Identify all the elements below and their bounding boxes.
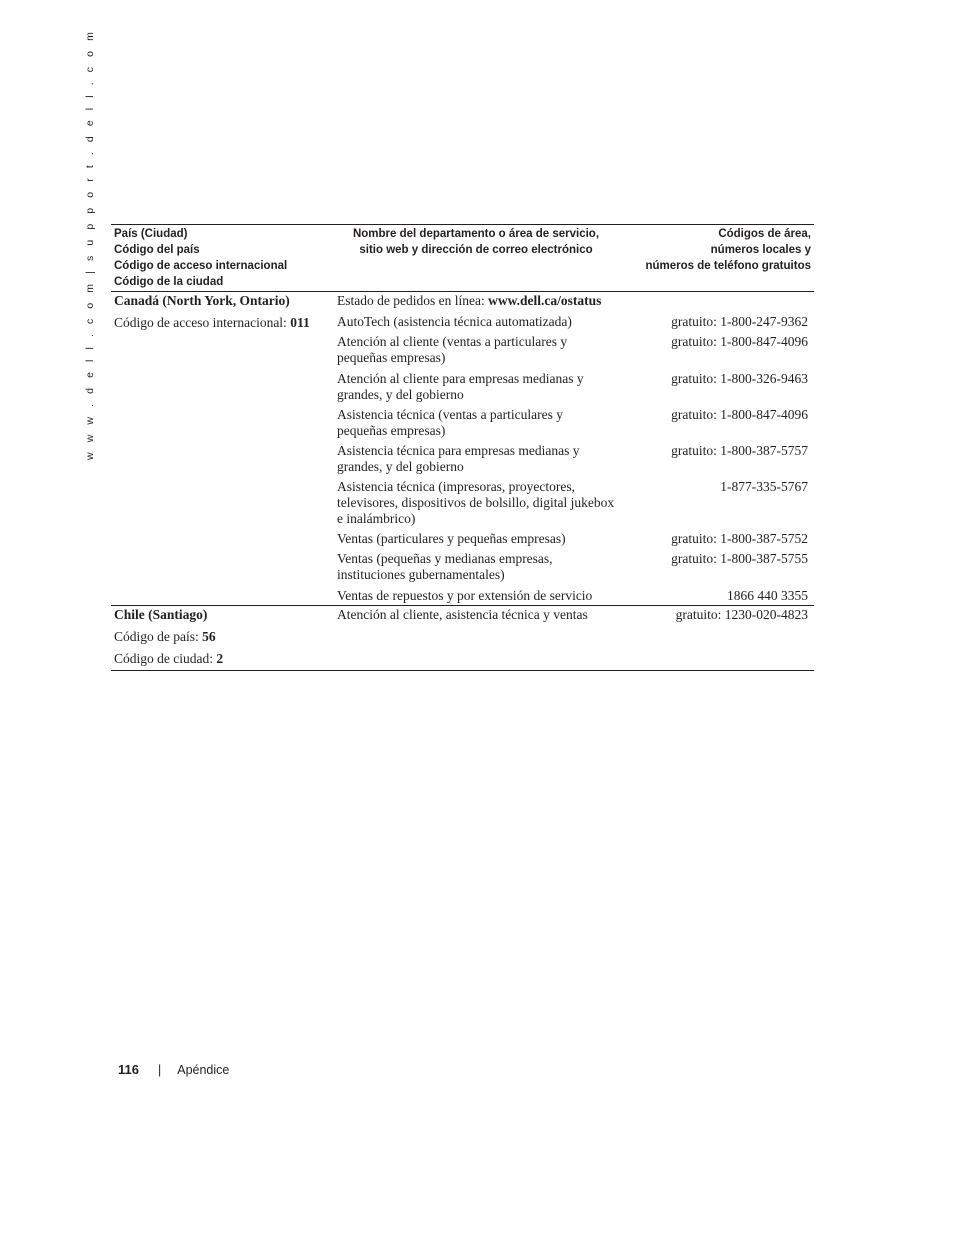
phone-number: gratuito: 1-800-387-5757 bbox=[671, 443, 808, 458]
canada-section bbox=[111, 292, 814, 606]
canada-country-cell bbox=[114, 293, 334, 337]
header-line: País (Ciudad) bbox=[114, 228, 188, 240]
header-line: números locales y bbox=[710, 244, 811, 256]
country-code-label: Código de país: bbox=[114, 629, 203, 644]
service-url: www.dell.ca/ostatus bbox=[488, 293, 602, 308]
header-service-column bbox=[338, 226, 614, 258]
phone-number: gratuito: 1-800-326-9463 bbox=[671, 371, 808, 386]
access-code bbox=[114, 315, 334, 331]
service-name: Asistencia técnica (ventas a particulares y pequeñas empresas) bbox=[337, 407, 564, 438]
header-line: Código del país bbox=[114, 244, 200, 256]
country-code-value: 56 bbox=[202, 629, 216, 644]
service-name: Atención al cliente, asistencia técnica y ventas bbox=[337, 607, 588, 622]
access-code-label: Código de acceso internacional: bbox=[114, 315, 291, 330]
phone-number: gratuito: 1-800-847-4096 bbox=[671, 334, 808, 349]
header-line: Código de la ciudad bbox=[114, 276, 224, 288]
country-name: Chile (Santiago) bbox=[114, 607, 208, 622]
header-line: Códigos de área, bbox=[718, 228, 811, 240]
service-name bbox=[337, 293, 615, 309]
header-line: Código de acceso internacional bbox=[114, 260, 288, 272]
phone-number: gratuito: 1230-020-4823 bbox=[675, 607, 808, 622]
service-name: Atención al cliente (ventas a particulares y pequeñas empresas) bbox=[337, 334, 568, 365]
header-line: sitio web y dirección de correo electrónico bbox=[359, 244, 593, 256]
country-code bbox=[114, 629, 334, 645]
city-code-value: 2 bbox=[216, 651, 224, 666]
service-name: Ventas (particulares y pequeñas empresas) bbox=[337, 531, 566, 546]
footer-separator: | bbox=[157, 1063, 162, 1077]
service-name: Asistencia técnica (impresoras, proyectores, televisores, dispositivos de bolsillo, digital jukebox e inalámbrico) bbox=[337, 479, 615, 526]
chile-country-cell bbox=[114, 607, 334, 673]
table-header bbox=[111, 225, 814, 292]
service-text: Estado de pedidos en línea: bbox=[337, 293, 489, 308]
phone-number: 1866 440 3355 bbox=[727, 588, 808, 603]
country-name: Canadá (North York, Ontario) bbox=[114, 293, 290, 308]
phone-number: 1-877-335-5767 bbox=[720, 479, 808, 494]
header-number-column bbox=[646, 226, 812, 274]
phone-number: gratuito: 1-800-847-4096 bbox=[671, 407, 808, 422]
page-footer bbox=[118, 1062, 229, 1077]
service-name: Asistencia técnica para empresas medianas y grandes, y del gobierno bbox=[337, 443, 580, 474]
section-name: Apéndice bbox=[177, 1063, 230, 1077]
phone-number: gratuito: 1-800-387-5755 bbox=[671, 551, 808, 566]
header-line: Nombre del departamento o área de servicio, bbox=[352, 228, 600, 240]
service-name: Ventas (pequeñas y medianas empresas, instituciones gubernamentales) bbox=[337, 551, 553, 582]
contact-table bbox=[111, 224, 814, 671]
city-code bbox=[114, 651, 334, 667]
header-country-column bbox=[114, 226, 287, 290]
service-name: Atención al cliente para empresas medianas y grandes, y del gobierno bbox=[337, 371, 584, 402]
service-name: AutoTech (asistencia técnica automatizada) bbox=[337, 314, 572, 329]
service-name: Ventas de repuestos y por extensión de servicio bbox=[337, 588, 593, 603]
city-code-label: Código de ciudad: bbox=[114, 651, 217, 666]
chile-section bbox=[111, 606, 814, 670]
phone-number: gratuito: 1-800-247-9362 bbox=[671, 314, 808, 329]
header-line: números de teléfono gratuitos bbox=[645, 260, 811, 272]
access-code-value: 011 bbox=[290, 315, 310, 330]
page-number: 116 bbox=[118, 1062, 139, 1077]
side-url-text: w w w . d e l l . c o m | s u p p o r t . d e l l . c o m bbox=[84, 28, 96, 460]
phone-number: gratuito: 1-800-387-5752 bbox=[671, 531, 808, 546]
